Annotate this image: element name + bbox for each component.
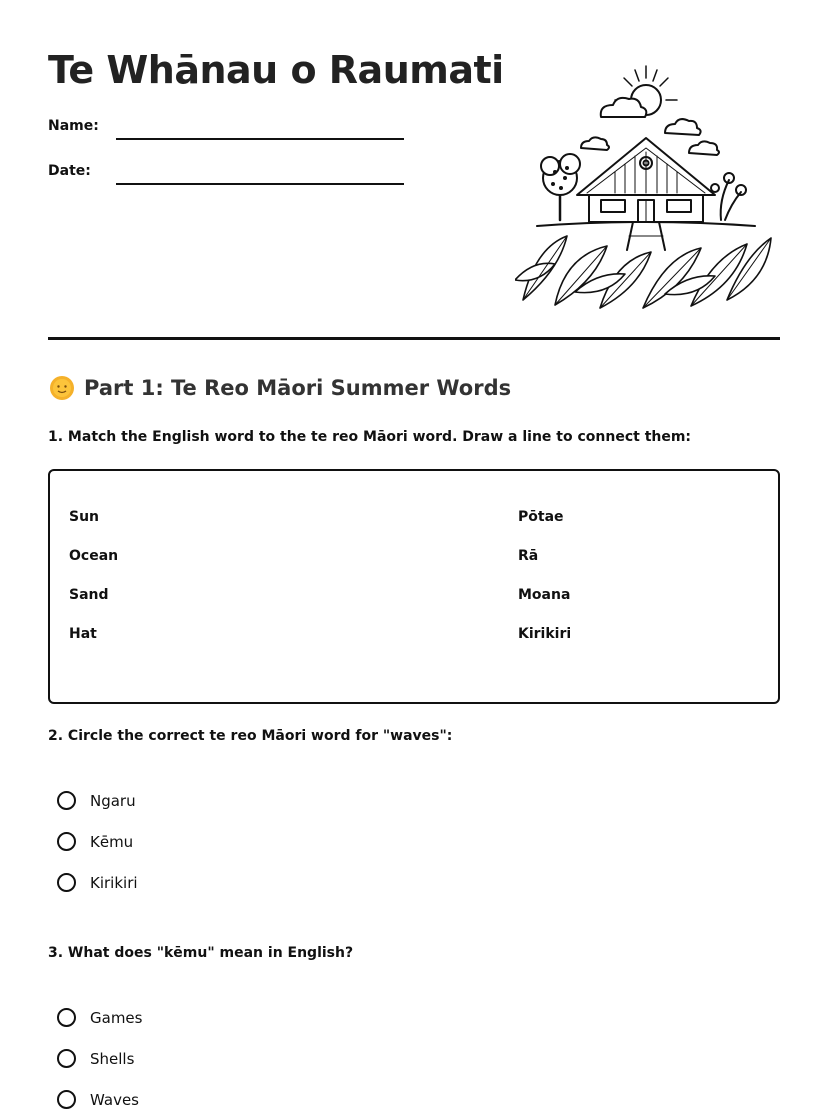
question-2-prompt: 2. Circle the correct te reo Māori word for "waves":: [48, 728, 453, 744]
english-word[interactable]: Sand: [69, 587, 109, 603]
wharenui-summer-illustration-icon: [515, 60, 775, 315]
sun-emoji-icon: [48, 374, 76, 402]
radio-circle-icon[interactable]: [57, 873, 76, 892]
maori-words-column: [518, 509, 571, 665]
q2-option[interactable]: [57, 832, 133, 851]
radio-circle-icon[interactable]: [57, 1049, 76, 1068]
english-word[interactable]: Sun: [69, 509, 100, 525]
part1-heading: [48, 374, 511, 402]
q3-option-label: Games: [90, 1008, 143, 1027]
maori-word[interactable]: Moana: [518, 587, 571, 603]
maori-word[interactable]: Rā: [518, 548, 539, 564]
radio-circle-icon[interactable]: [57, 832, 76, 851]
english-word[interactable]: Ocean: [69, 548, 119, 564]
question-3-prompt: 3. What does "kēmu" mean in English?: [48, 945, 354, 961]
question-1-prompt: 1. Match the English word to the te reo Māori word. Draw a line to connect them:: [48, 429, 692, 445]
q3-option[interactable]: [57, 1008, 142, 1027]
date-field[interactable]: [116, 183, 404, 185]
q2-option-label: Kēmu: [90, 832, 134, 851]
name-field[interactable]: [116, 138, 404, 140]
matching-box: [48, 469, 780, 704]
radio-circle-icon[interactable]: [57, 1008, 76, 1027]
q3-option-label: Shells: [90, 1049, 135, 1068]
q3-option-label: Waves: [90, 1090, 139, 1109]
section-divider: [48, 337, 780, 340]
radio-circle-icon[interactable]: [57, 1090, 76, 1109]
q3-option[interactable]: [57, 1049, 134, 1068]
q2-option[interactable]: [57, 873, 138, 892]
english-word[interactable]: Hat: [69, 626, 97, 642]
maori-word[interactable]: Pōtae: [518, 509, 564, 525]
q2-option[interactable]: [57, 791, 136, 810]
english-words-column: [69, 509, 118, 665]
q3-option[interactable]: [57, 1090, 139, 1109]
part1-heading-text: Part 1: Te Reo Māori Summer Words: [84, 376, 512, 400]
q2-option-label: Ngaru: [90, 791, 136, 810]
q2-option-label: Kirikiri: [90, 873, 138, 892]
radio-circle-icon[interactable]: [57, 791, 76, 810]
date-label: Date:: [48, 163, 91, 179]
maori-word[interactable]: Kirikiri: [518, 626, 572, 642]
name-label: Name:: [48, 118, 99, 134]
page-title: Te Whānau o Raumati: [48, 48, 504, 92]
